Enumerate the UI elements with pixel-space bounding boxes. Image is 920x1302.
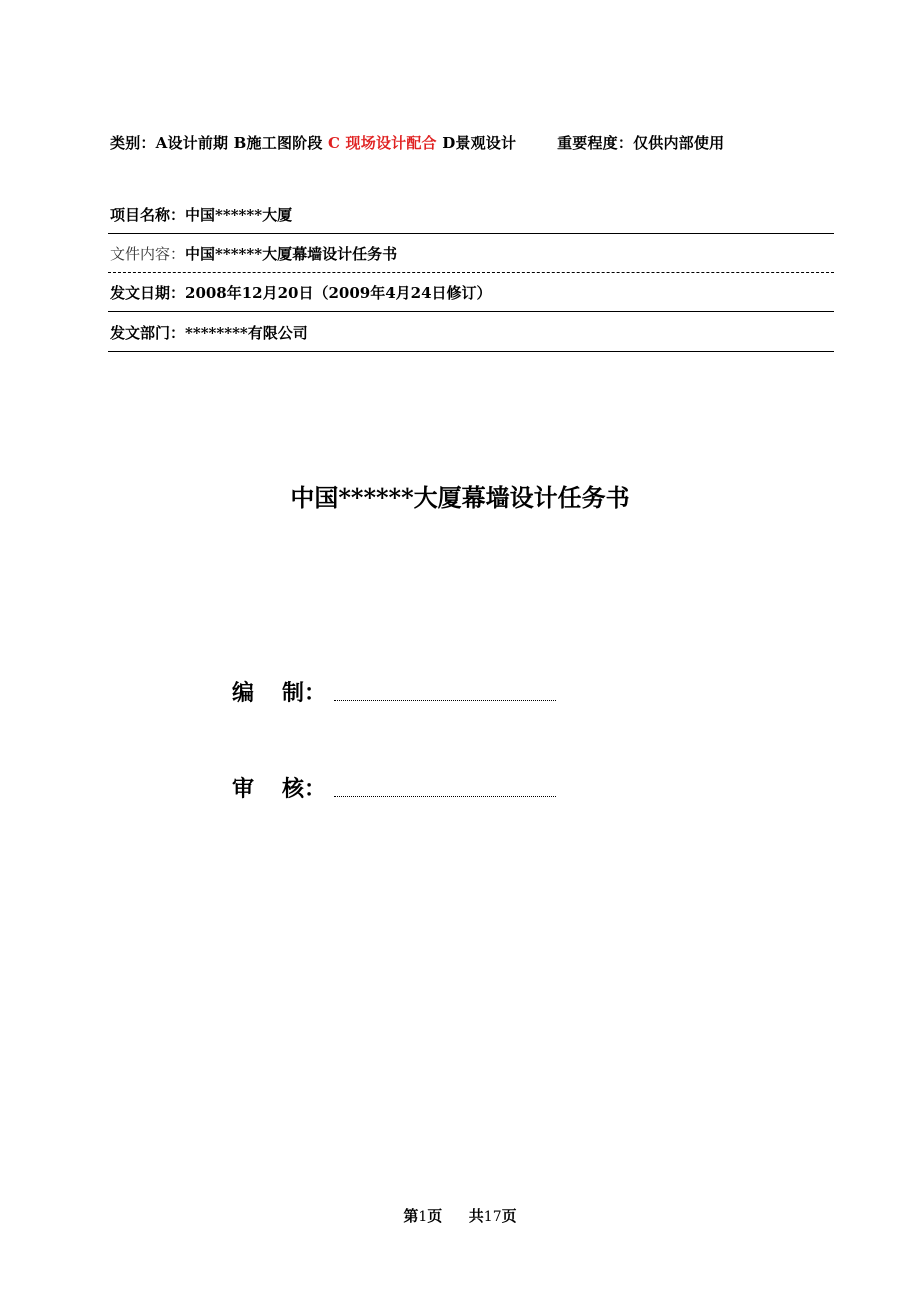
category-line xyxy=(110,132,724,153)
issue-date: 发文日期：2008年12月20日（2009年4月24日修订） xyxy=(110,284,492,302)
importance-level: 重要程度：仅供内部使用 xyxy=(557,134,725,152)
content-row xyxy=(108,235,834,273)
document-title: 中国******大厦幕墙设计任务书 xyxy=(290,483,630,512)
department-row xyxy=(108,314,834,352)
date-row xyxy=(108,274,834,312)
category-suffix: D景观设计 xyxy=(442,134,517,152)
project-name-row xyxy=(108,196,834,234)
page-number: 1 xyxy=(418,1209,428,1225)
category-prefix: 类别：A设计前期 B施工图阶段 xyxy=(110,134,323,152)
project-name: 项目名称：中国******大厦 xyxy=(110,206,293,224)
issue-department: 发文部门：********有限公司 xyxy=(110,324,308,342)
compile-signature-line[interactable] xyxy=(334,698,556,701)
review-label-char1: 审 xyxy=(232,776,255,802)
page-prefix: 第 xyxy=(403,1207,419,1225)
content-value: 中国******大厦幕墙设计任务书 xyxy=(185,245,398,263)
review-sign-row xyxy=(232,772,556,803)
total-prefix: 共 xyxy=(468,1207,484,1225)
review-signature-line[interactable] xyxy=(334,794,556,797)
page-suffix: 页 xyxy=(427,1207,443,1225)
compile-label-char2: 制： xyxy=(282,680,327,706)
compile-label xyxy=(232,676,326,707)
page-footer xyxy=(0,1205,920,1226)
compile-label-char1: 编 xyxy=(232,680,255,706)
review-label xyxy=(232,772,326,803)
content-label: 文件内容： xyxy=(110,245,186,263)
review-label-char2: 核： xyxy=(282,776,327,802)
total-pages: 17 xyxy=(483,1209,502,1225)
total-suffix: 页 xyxy=(501,1207,517,1225)
category-highlight: C 现场设计配合 xyxy=(327,134,437,152)
compile-sign-row xyxy=(232,676,556,707)
